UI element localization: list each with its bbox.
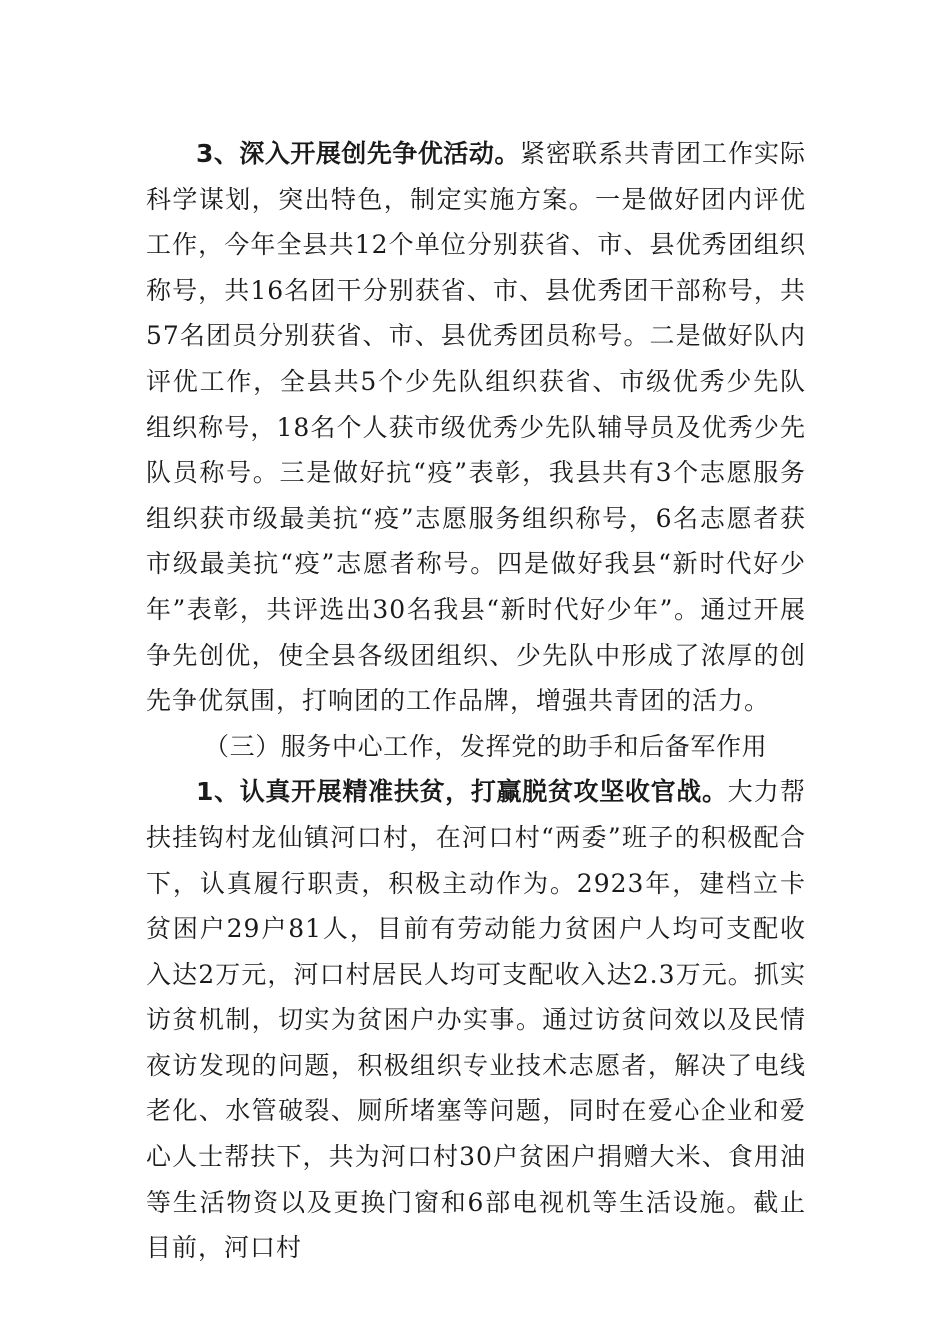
paragraph-text: 紧密联系共青团工作实际科学谋划，突出特色，制定实施方案。一是做好团内评优工作，今年全县共12个单位分别获省、市、县优秀团组织称号，共16名团干分别获省、市、县优秀团干部称号，共57名团员分别获省、市、县优秀团员称号。二是做好队内评优工作，全县共5个少先队组织获省、市级优秀少先队组织称号，18名个人获市级优秀少先队辅导员及优秀少先队员称号。三是做好抗“疫”表彰，我县共有3个志愿服务组织获市级最美抗“疫”志愿服务组织称号，6名志愿者获市级最美抗“疫”志愿者称号。四是做好我县“新时代好少年”表彰，共评选出30名我县“新时代好少年”。通过开展争先创优，使全县各级团组织、少先队中形成了浓厚的创先争优氛围，打响团的工作品牌，增强共青团的活力。 [146,139,806,716]
paragraph-text: 大力帮扶挂钩村龙仙镇河口村，在河口村“两委”班子的积极配合下，认真履行职责，积极主动作为。2923年，建档立卡贫困户29户81人，目前有劳动能力贫困户人均可支配收入达2万元，河口村居民人均可支配收入达2.3万元。抓实访贫机制，切实为贫困户办实事。通过访贫问效以及民情夜访发现的问题，积极组织专业技术志愿者，解决了电线老化、水管破裂、厕所堵塞等问题，同时在爱心企业和爱心人士帮扶下，共为河口村30户贫困户捐赠大米、食用油等生活物资以及更换门窗和6部电视机等生活设施。截止目前，河口村 [146,777,806,1263]
document-body [146,131,806,1271]
paragraph-poverty-alleviation [146,769,806,1271]
paragraph-lead: 1、认真开展精准扶贫，打赢脱贫攻坚收官战。 [196,777,728,807]
section-heading: （三）服务中心工作，发挥党的助手和后备军作用 [204,731,768,761]
paragraph-lead: 3、深入开展创先争优活动。 [196,139,520,168]
paragraph-innovation-activities [146,131,806,724]
